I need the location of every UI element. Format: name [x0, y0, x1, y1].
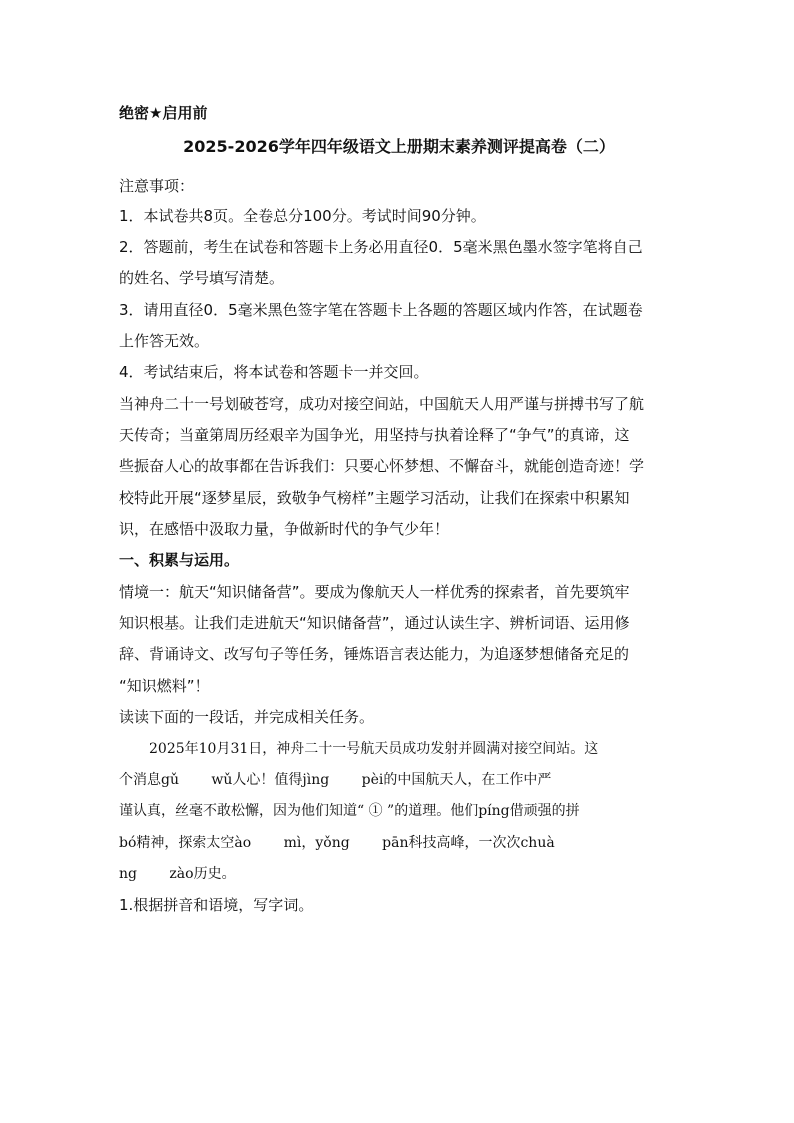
note-line: 3．请用直径0．5毫米黑色签字笔在答题卡上各题的答题区域内作答，在试题卷	[119, 301, 643, 319]
passage-line: ng zào历史。	[119, 866, 236, 882]
section-heading: 一、积累与运用。	[119, 551, 240, 569]
passage-line: bó精神，探索太空ào mì，yǒng pān科技高峰，一次次chuà	[119, 835, 555, 851]
instruction: 读读下面的一段话，并完成相关任务。	[119, 708, 375, 726]
note-line: 上作答无效。	[119, 332, 210, 350]
intro-line: 识，在感悟中汲取力量，争做新时代的争气少年！	[119, 520, 450, 538]
note-line: 4．考试结束后，将本试卷和答题卡一并交回。	[119, 363, 429, 381]
intro-line: 校特此开展“逐梦星辰，致敬争气榜样”主题学习活动，让我们在探索中积累知	[119, 489, 630, 507]
context-line: 情境一：航天“知识储备营”。要成为像航天人一样优秀的探索者，首先要筑牢	[119, 583, 630, 601]
intro-line: 些振奋人心的故事都在告诉我们：只要心怀梦想、不懈奋斗，就能创造奇迹！学	[119, 457, 645, 475]
context-line: “知识燃料”！	[119, 677, 210, 695]
note-line: 1．本试卷共8页。全卷总分100分。考试时间90分钟。	[119, 207, 486, 225]
context-line: 辞、背诵诗文、改写句子等任务，锤炼语言表达能力，为追逐梦想储备充足的	[119, 645, 630, 663]
context-line: 知识根基。让我们走进航天“知识储备营”，通过认读生字、辨析词语、运用修	[119, 614, 630, 632]
passage-line: 谨认真，丝毫不敢松懈，因为他们知道“ ① ”的道理。他们píng借顽强的拼	[119, 803, 580, 819]
question-1: 1.根据拼音和语境，写字词。	[119, 896, 314, 914]
note-line: 的姓名、学号填写清楚。	[119, 269, 285, 287]
intro-line: 当神舟二十一号划破苍穹，成功对接空间站，中国航天人用严谨与拼搏书写了航	[119, 395, 645, 413]
notes-heading: 注意事项：	[119, 177, 195, 195]
passage-line: 2025年10月31日，神舟二十一号航天员成功发射并圆满对接空间站。这	[149, 741, 599, 757]
page-title: 2025-2026学年四年级语文上册期末素养测评提高卷（二）	[183, 137, 615, 156]
secret-label: 绝密★启用前	[119, 104, 208, 122]
note-line: 2．答题前，考生在试卷和答题卡上务必用直径0．5毫米黑色墨水签字笔将自己	[119, 238, 643, 256]
intro-line: 天传奇；当童第周历经艰辛为国争光，用坚持与执着诠释了“争气”的真谛，这	[119, 426, 630, 444]
passage-line: 个消息gǔ wǔ人心！值得jìng pèi的中国航天人，在工作中严	[119, 772, 552, 788]
